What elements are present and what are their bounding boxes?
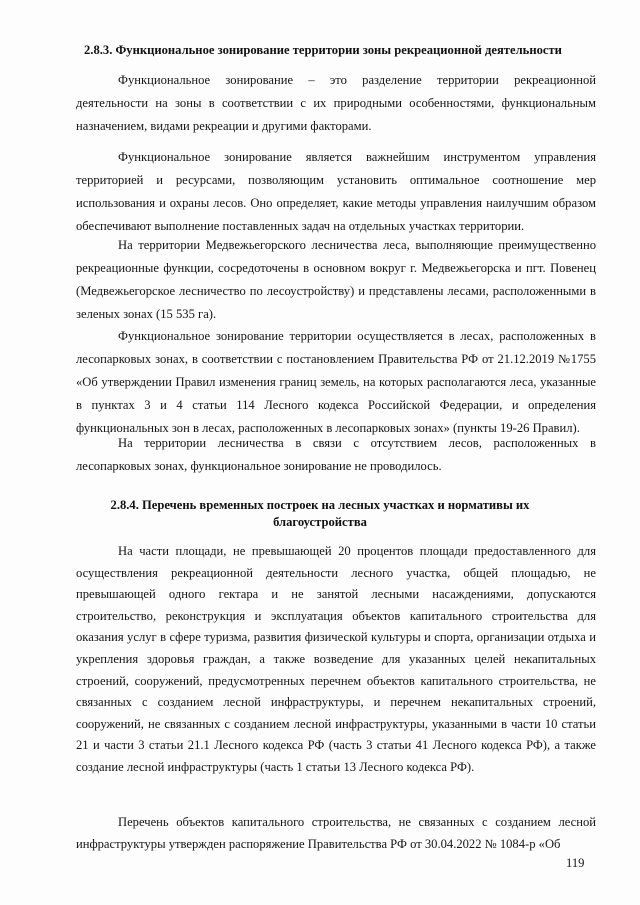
paragraph-zoning-definition: Функциональное зонирование – это разделение территории рекреационной деятельности на зоны в соответствии с их природными особенностями, функциональным назначением, видами рекреации и другими факторами. (76, 73, 596, 133)
paragraph-zoning-instrument: Функциональное зонирование является важнейшим инструментом управления территорией и ресурсами, позволяющим установить оптимальное соотношение мер использования и охраны лесов. Оно определяет, какие методы управления наилучшим образом обеспечивают выполнение поставленных задач на отдельных участках территории. (76, 150, 596, 233)
section-heading-2-8-4: 2.8.4. Перечень временных построек на лесных участках и нормативы их благоустройства (110, 498, 530, 529)
paragraph-no-zoning: На территории лесничества в связи с отсутствием лесов, расположенных в лесопарковых зонах, функциональное зонирование не проводилось. (76, 436, 596, 473)
section-heading-2-8-3: 2.8.3. Функциональное зонирование территории зоны рекреационной деятельности (84, 43, 562, 57)
paragraph-capital-objects-list: Перечень объектов капитального строительства, не связанных с созданием лесной инфраструктуры утвержден распоряжение Правительства РФ от 30.04.2022 № 1084-р «Об (76, 815, 596, 851)
page-number: 119 (566, 856, 585, 870)
paragraph-construction-area: На части площади, не превышающей 20 процентов площади предоставленного для осуществления рекреационной деятельности лесного участка, общей площадью, не превышающей одного гектара и не занятой лесными насаждениями, допускаются строительство, реконструкция и эксплуатация объектов капитального строительства для оказания услуг в сфере туризма, развития физической культуры и спорта, организации отдыха и укрепления здоровья граждан, а также возведение для указанных целей некапитальных строений, сооружений, предусмотренных перечнем объектов капитального строительства, не связанных с созданием лесной инфраструктуры, и перечнем некапитальных строений, сооружений, не связанных с созданием лесной инфраструктуры, указанными в части 10 статьи 21 и части 3 статьи 21.1 Лесного кодекса РФ (часть 3 статьи 41 Лесного кодекса РФ), а также создание лесной инфраструктуры (часть 1 статьи 13 Лесного кодекса РФ). (76, 544, 596, 774)
paragraph-forest-park-zones: Функциональное зонирование территории осуществляется в лесах, расположенных в лесопарковых зонах, в соответствии с постановлением Правительства РФ от 21.12.2019 №1755 «Об утверждении Правил изменения границ земель, на которых располагаются леса, указанные в пунктах 3 и 4 статьи 114 Лесного кодекса Российской Федерации, и определения функциональных зон в лесах, расположенных в лесопарковых зонах» (пункты 19-26 Правил). (76, 329, 596, 435)
paragraph-recreational-forests: На территории Медвежьегорского лесничества леса, выполняющие преимущественно рекреационные функции, сосредоточены в основном вокруг г. Медвежьегорска и пгт. Повенец (Медвежьегорское лесничество по лесоустройству) и представлены лесами, расположенными в зеленых зонах (15 535 га). (76, 238, 596, 321)
